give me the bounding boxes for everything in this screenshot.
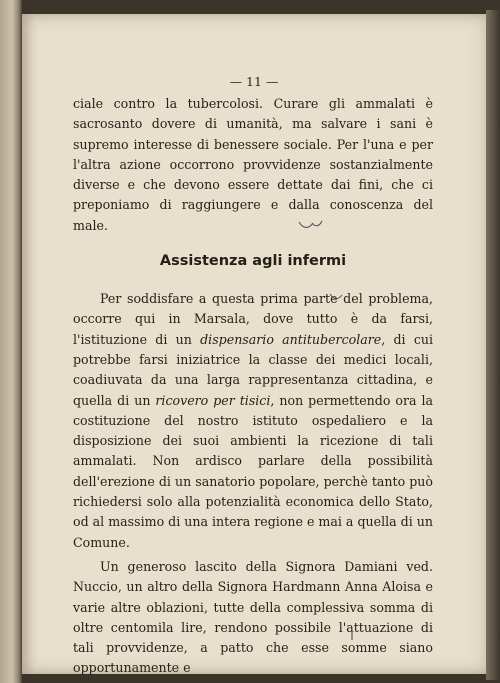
paragraph-lascito: Un generoso lascito della Signora Damiani ved. Nuccio, un altro della Signora Hardmann Anna Aloisa e varie altre oblazioni, tutte della complessiva somma di oltre centomila lire, rendono possibile l'attuazione di tali provvidenze, a patto che esse somme siano opportunamente e	[73, 558, 433, 676]
italic-term-dispensario: dispensario antitubercolare	[200, 331, 382, 347]
paragraph-text: Per soddisfare a questa prima parte del problema, occorre qui in Marsala, dove tutto è da farsi, l'istituzione di un	[73, 291, 433, 347]
paragraph-continued: ciale contro la tubercolosi. Curare gli ammalati è sacrosanto dovere di umanità, ma salvare i sani è supremo interesse di benessere sociale. Per l'una e per l'altra azione occorrono provvidenze sostanzialmente diverse e che devono essere dettate dai fini, che ci preponiamo di raggiungere e dalla conoscenza del male.	[73, 96, 433, 233]
italic-term-ricovero: ricovero per tisici	[155, 392, 271, 408]
page-body	[73, 94, 433, 679]
section-heading: Assistenza agli infermi	[159, 253, 347, 270]
paragraph-text: , di cui potrebbe farsi iniziatrice la classe dei medici locali, coadiuvata da una larga rappresentanza cittadina, e quella di un	[73, 331, 434, 408]
paragraph-text: , non permettendo ora la costituzione del nostro istituto ospedaliero e la disposizione dei suoi ambienti la ricezione di tali ammalati. Non ardisco parlare della possibilità dell'erezione di un sanatorio popolare, perchè tanto può richiedersi solo alla potenzialità economica dello Stato, od al massimo di una intera regione e mai a quella di un Comune.	[73, 392, 433, 550]
page-right-edge	[486, 10, 500, 680]
book-page	[22, 14, 486, 674]
previous-page-edge	[0, 0, 22, 683]
paragraph-assistenza	[73, 289, 433, 553]
page-number: — 11 —	[229, 74, 279, 89]
